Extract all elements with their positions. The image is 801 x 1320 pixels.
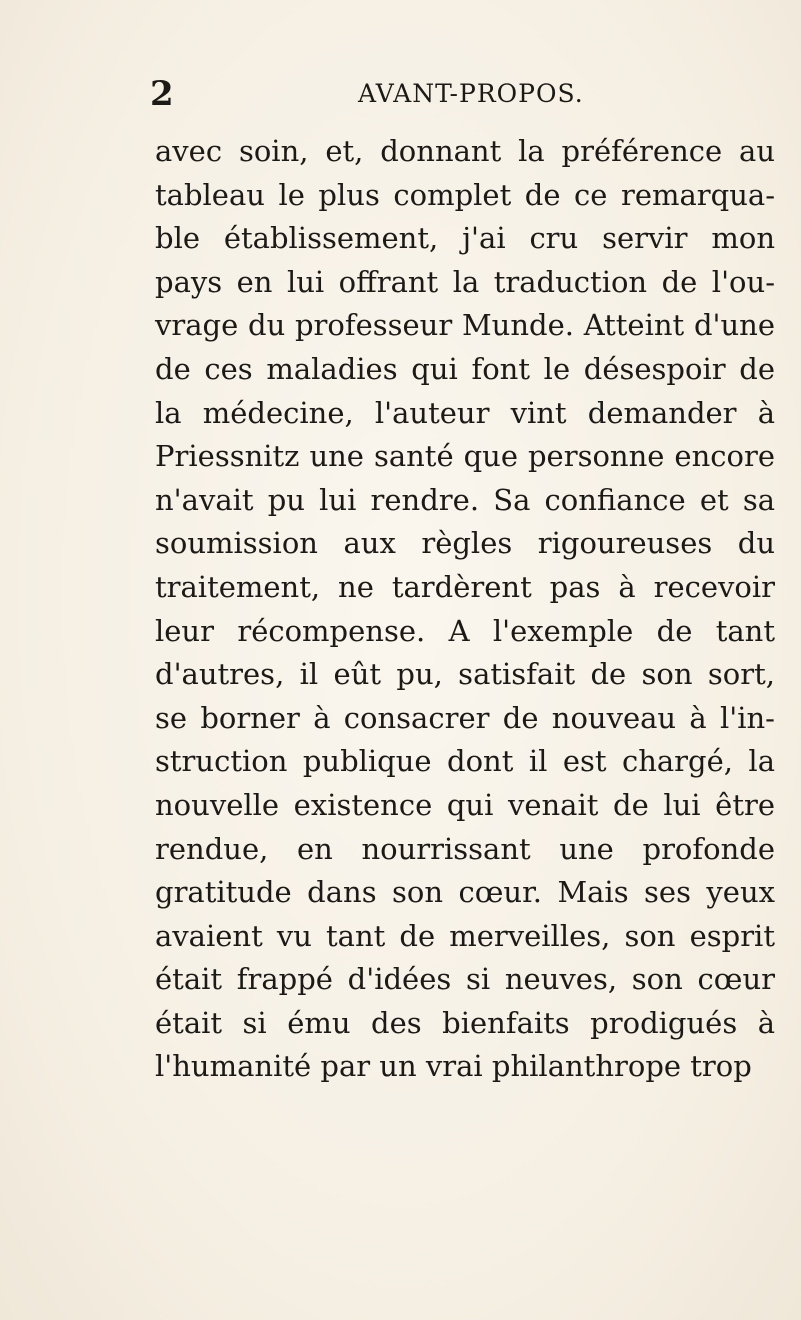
- text-line: l'humanité par un vrai philanthrope trop: [155, 1049, 752, 1084]
- text-line: soumission aux règles rigoureuses du: [155, 526, 775, 561]
- text-line: avec soin, et, donnant la préférence au: [155, 134, 775, 168]
- page-header: [0, 74, 801, 114]
- text-line: tableau le plus complet de ce remarqua-: [155, 177, 775, 212]
- text-line: struction publique dont il est chargé, la: [155, 744, 775, 779]
- page-number: 2: [150, 74, 174, 114]
- text-line: gratitude dans son cœur. Mais ses yeux: [155, 875, 775, 910]
- text-line: était frappé d'idées si neuves, son cœur: [155, 962, 775, 997]
- text-line: pays en lui offrant la traduction de l'ou-: [155, 264, 775, 299]
- running-title: AVANT-PROPOS.: [358, 79, 584, 108]
- text-line: vrage du professeur Munde. Atteint d'une: [155, 308, 775, 343]
- body-text: [155, 130, 775, 1089]
- text-line: ble établissement, j'ai cru servir mon: [155, 221, 775, 256]
- text-line: d'autres, il eût pu, satisfait de son sort,: [155, 657, 775, 692]
- text-line: rendue, en nourrissant une profonde: [155, 831, 775, 866]
- text-line: de ces maladies qui font le désespoir de: [155, 351, 775, 386]
- text-line: leur récompense. A l'exemple de tant: [155, 613, 775, 648]
- text-line: traitement, ne tardèrent pas à recevoir: [155, 569, 775, 604]
- text-line: nouvelle existence qui venait de lui être: [155, 787, 775, 822]
- text-line: se borner à consacrer de nouveau à l'in-: [155, 700, 775, 735]
- text-line: avaient vu tant de merveilles, son esprit: [155, 918, 775, 953]
- text-line: était si ému des bienfaits prodigués à: [155, 1005, 775, 1040]
- text-line: la médecine, l'auteur vint demander à: [155, 395, 775, 430]
- text-line: Priessnitz une santé que personne encore: [155, 439, 775, 474]
- text-line: n'avait pu lui rendre. Sa confiance et sa: [155, 482, 775, 517]
